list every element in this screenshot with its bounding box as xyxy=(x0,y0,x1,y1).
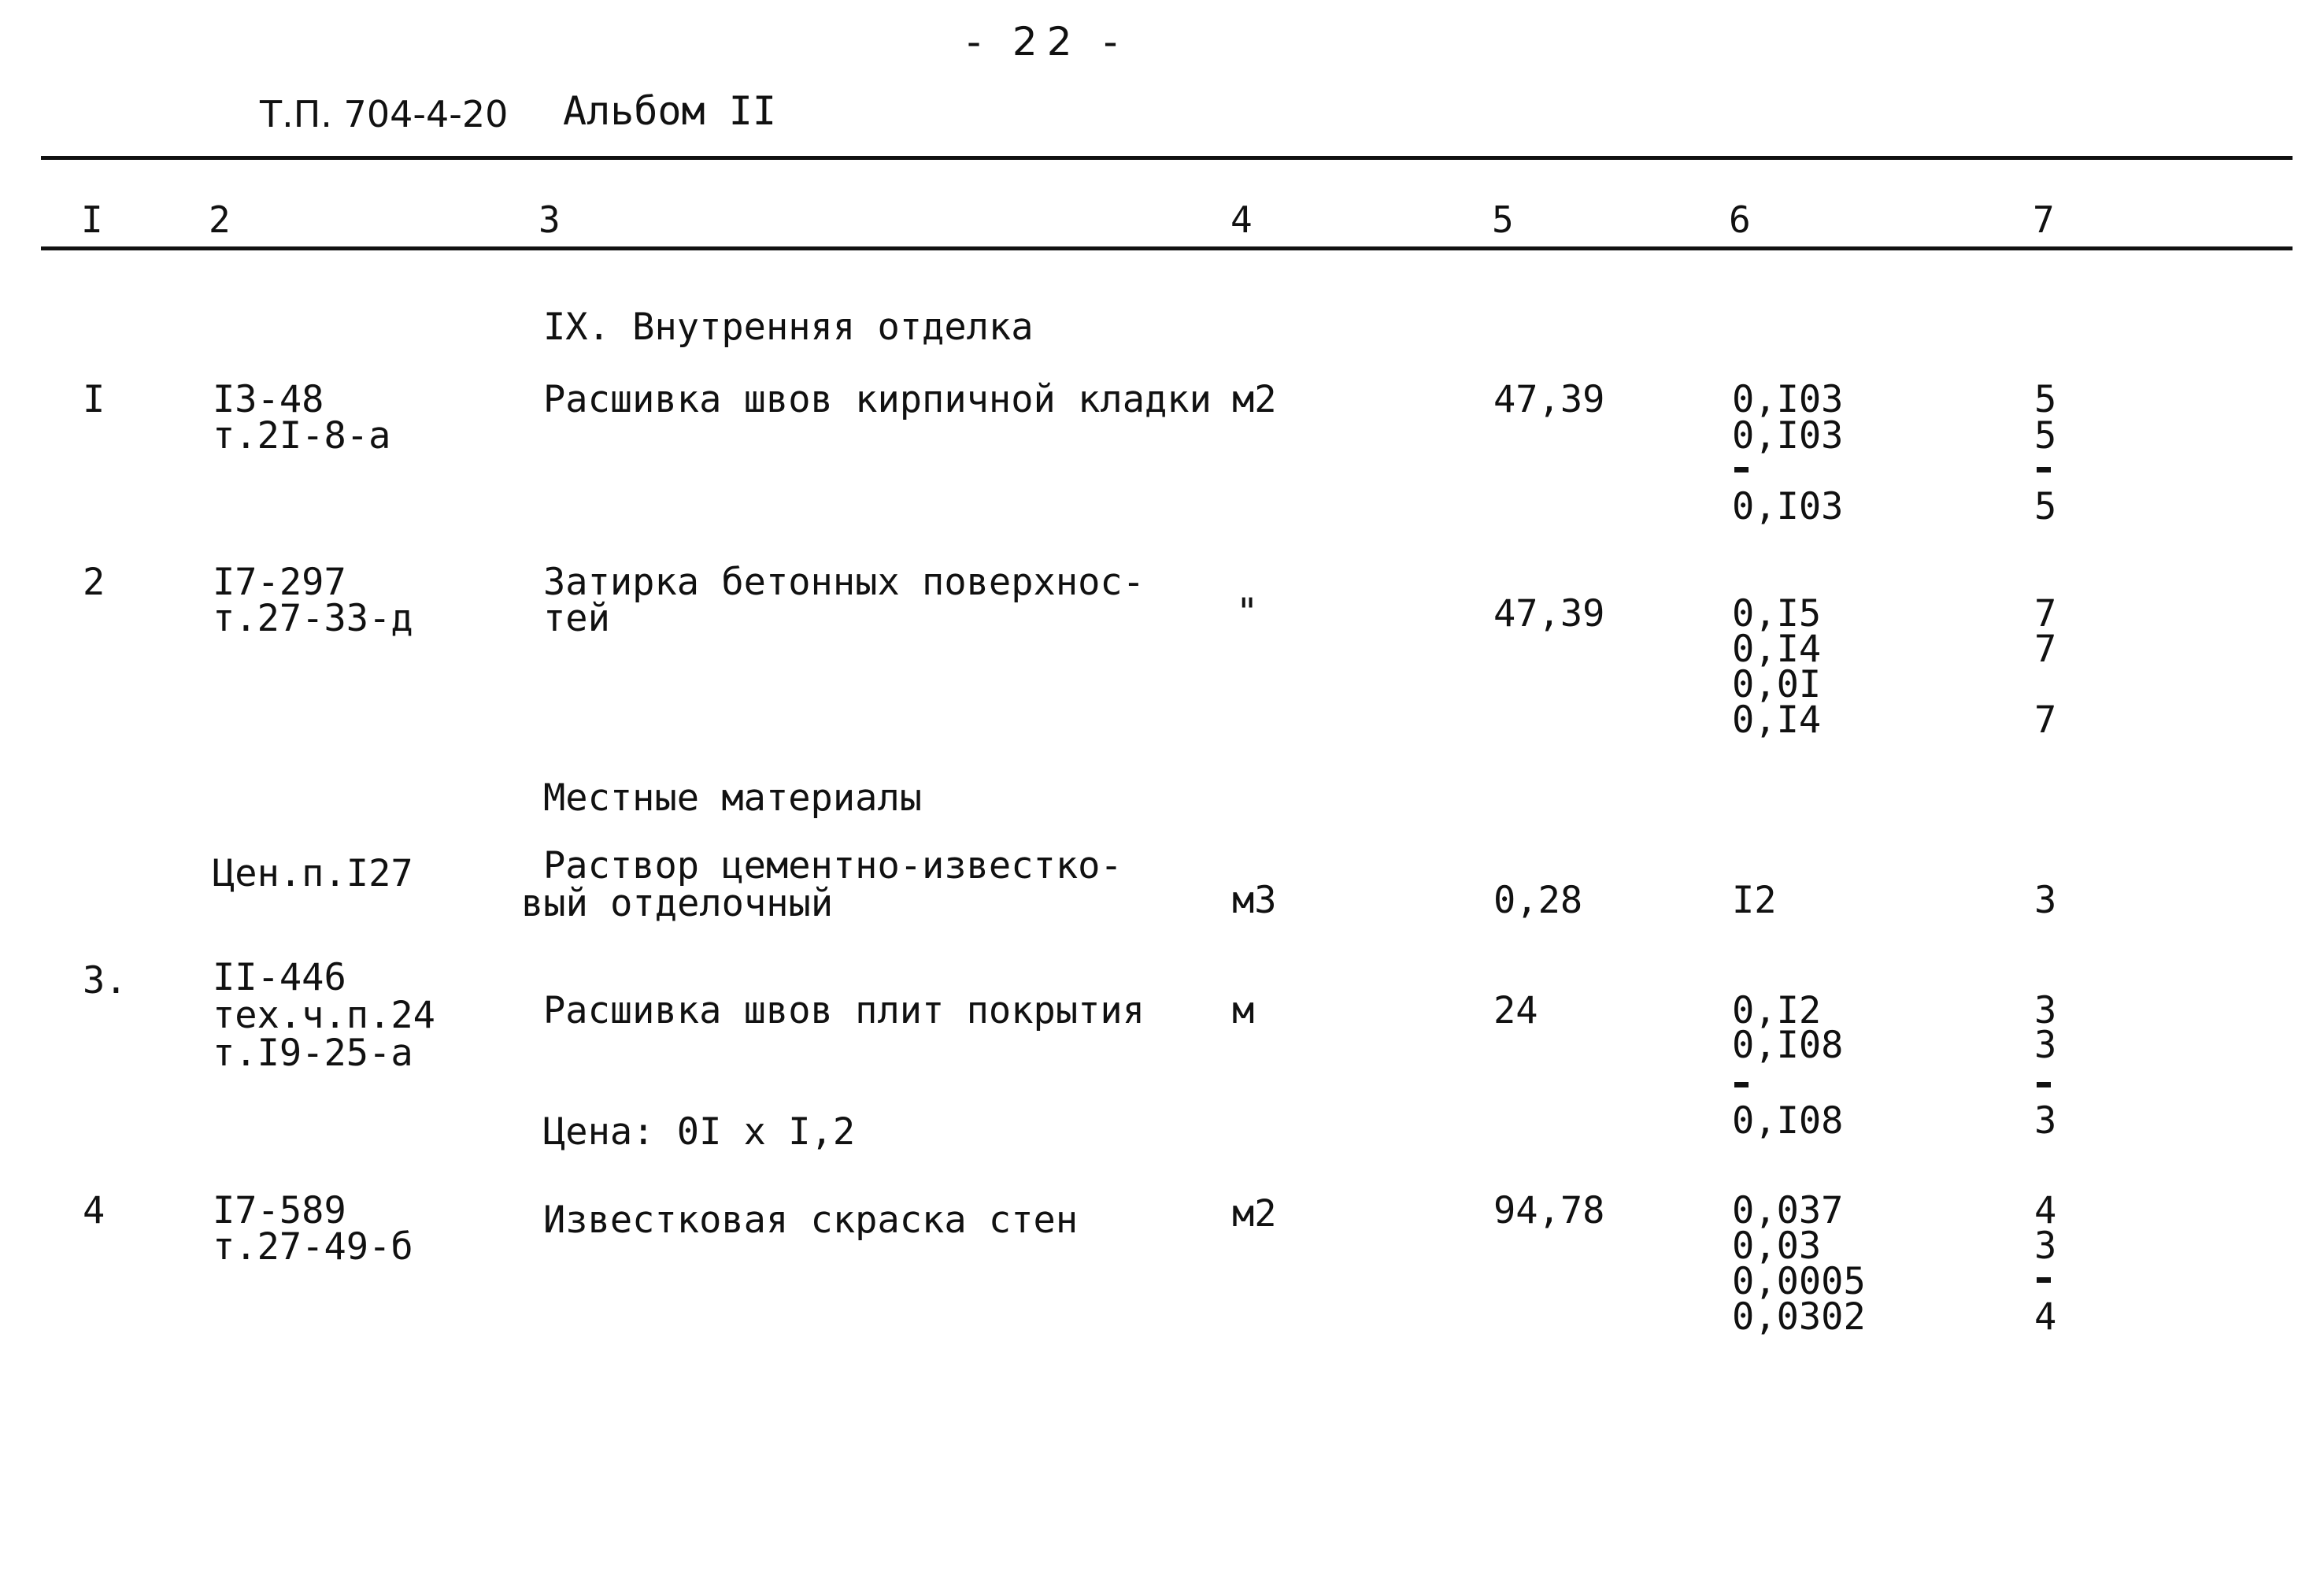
quantity: 47,39 xyxy=(1493,592,1605,635)
rate-code: I3-48 xyxy=(213,378,324,421)
norm-value: I2 xyxy=(1732,879,1777,922)
col7-value: 4 xyxy=(2034,1189,2057,1232)
rate-code: т.27-49-б xyxy=(213,1225,413,1269)
document-reference: Т.П. 704-4-20 xyxy=(260,93,509,135)
column-header: 3 xyxy=(538,198,561,241)
header-bottom-rule xyxy=(41,246,2293,250)
column-header: 2 xyxy=(209,198,231,241)
norm-value: 0,I4 xyxy=(1732,698,1822,742)
norm-value: 0,03 xyxy=(1732,1224,1822,1268)
col7-value: 7 xyxy=(2034,592,2057,635)
rate-code: I7-589 xyxy=(213,1189,346,1232)
norm-value: 0,I03 xyxy=(1732,378,1844,421)
column-header: I xyxy=(81,198,103,241)
price-note: Цена: 0I x I,2 xyxy=(543,1110,856,1154)
col7-value: 5 xyxy=(2034,378,2057,421)
work-description: Раствор цементно-известко- xyxy=(543,844,1123,887)
page-number: - 22 - xyxy=(967,19,1127,65)
work-description: Известковая скраска стен xyxy=(543,1199,1079,1242)
row-number: I xyxy=(83,378,105,421)
column-header: 4 xyxy=(1230,198,1253,241)
rate-code: тех.ч.п.24 xyxy=(213,994,435,1037)
norm-value: 0,0I xyxy=(1732,663,1822,706)
work-description: Расшивка швов плит покрытия xyxy=(543,989,1145,1032)
col7-value: 3 xyxy=(2034,1224,2057,1268)
col7-value: 3 xyxy=(2034,1024,2057,1067)
row-number: 2 xyxy=(83,561,105,604)
rate-code: Цен.п.I27 xyxy=(213,852,413,895)
col7-value: 4 xyxy=(2034,1295,2057,1339)
column-header: 7 xyxy=(2033,198,2055,241)
work-description: тей xyxy=(543,597,610,640)
col7-value: 5 xyxy=(2034,414,2057,458)
subheading-local-materials: Местные материалы xyxy=(543,776,923,820)
work-description: Затирка бетонных поверхнос- xyxy=(543,561,1145,604)
column-header: 5 xyxy=(1492,198,1514,241)
norm-value: 0,I2 xyxy=(1732,989,1822,1032)
norm-value: 0,I4 xyxy=(1732,628,1822,671)
rate-code: т.27-33-д xyxy=(213,597,413,640)
rate-code: т.I9-25-а xyxy=(213,1032,413,1075)
unit: м2 xyxy=(1232,378,1277,421)
row-number: 3. xyxy=(83,959,128,1002)
dash-mark xyxy=(1734,1082,1749,1087)
unit: м3 xyxy=(1232,879,1277,922)
norm-value: 0,I5 xyxy=(1732,592,1822,635)
work-description: вый отделочный xyxy=(521,882,834,925)
header-top-rule xyxy=(41,156,2293,160)
quantity: 94,78 xyxy=(1493,1189,1605,1232)
column-header: 6 xyxy=(1729,198,1751,241)
col7-value: 7 xyxy=(2034,698,2057,742)
col7-value: 7 xyxy=(2034,628,2057,671)
norm-value: 0,037 xyxy=(1732,1189,1844,1232)
norm-value: 0,I03 xyxy=(1732,414,1844,458)
norm-value: 0,0005 xyxy=(1732,1260,1866,1303)
quantity: 0,28 xyxy=(1493,879,1583,922)
dash-mark xyxy=(2037,1277,2051,1283)
quantity: 47,39 xyxy=(1493,378,1605,421)
col7-value: 3 xyxy=(2034,879,2057,922)
rate-code: II-446 xyxy=(213,956,346,999)
col7-value: 3 xyxy=(2034,989,2057,1032)
norm-value: 0,I08 xyxy=(1732,1024,1844,1067)
norm-value: 0,0302 xyxy=(1732,1295,1866,1339)
unit: м2 xyxy=(1232,1192,1277,1236)
album-label: Альбом II xyxy=(563,88,776,134)
norm-value: 0,I03 xyxy=(1732,485,1844,528)
col7-value: 5 xyxy=(2034,485,2057,528)
unit: м xyxy=(1232,989,1255,1032)
work-description: Расшивка швов кирпичной кладки xyxy=(543,378,1212,421)
row-number: 4 xyxy=(83,1189,105,1232)
quantity: 24 xyxy=(1493,989,1538,1032)
rate-code: I7-297 xyxy=(213,561,346,604)
section-title: IX. Внутренняя отделка xyxy=(543,306,1034,349)
rate-code: т.2I-8-а xyxy=(213,414,391,458)
dash-mark xyxy=(1734,467,1749,472)
dash-mark xyxy=(2037,1082,2051,1087)
col7-value: 3 xyxy=(2034,1099,2057,1143)
unit: " xyxy=(1236,591,1259,634)
norm-value: 0,I08 xyxy=(1732,1099,1844,1143)
dash-mark xyxy=(2037,467,2051,472)
